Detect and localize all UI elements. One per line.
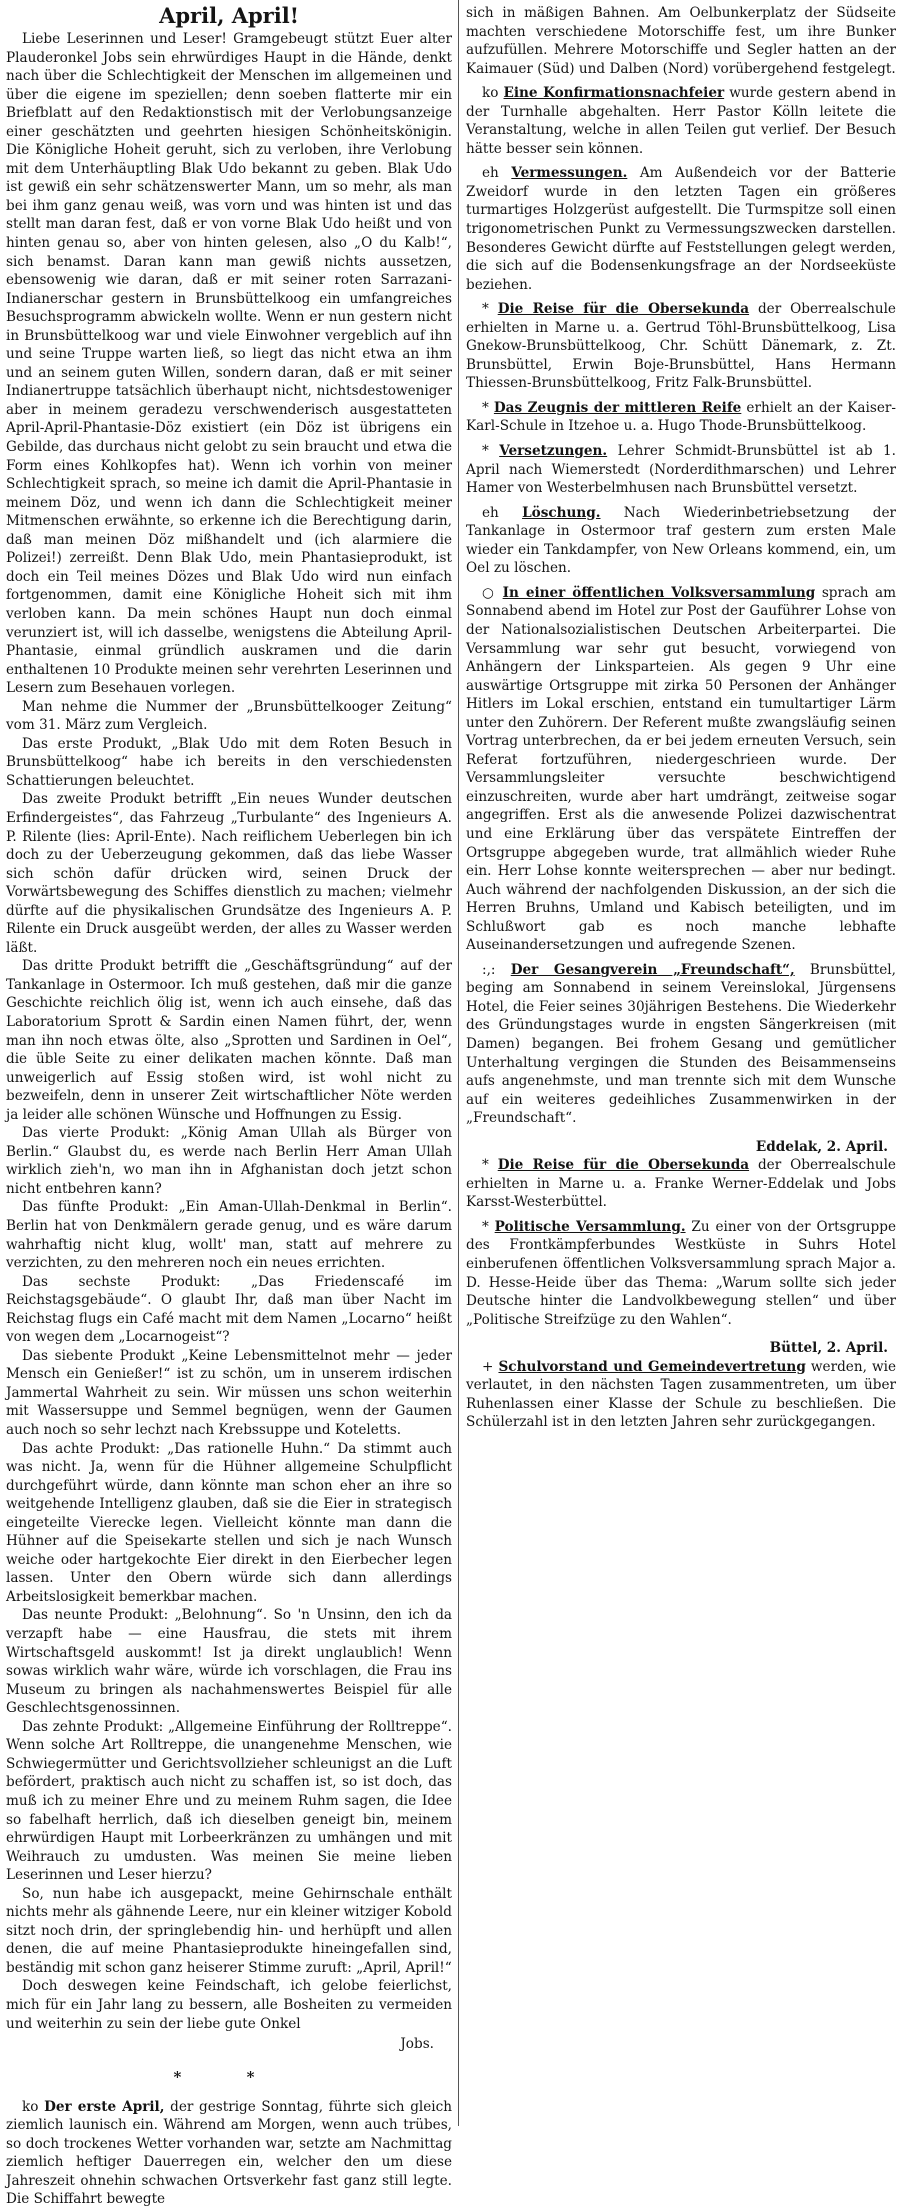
item-head: Die Reise für die Obersekunda [497,301,750,318]
news-item [466,300,896,393]
article-paragraph: Das achte Produkt: „Das rationelle Huhn.“ Da stimmt auch was nicht. Ja, wenn für die Hühner allgemeine Schulpflicht durchgeführt würde, dann könnte man schon eher an ihre so weitgehende Intelligenz glauben, daß sie die Eier in strategisch eingeteilte Vierecke legen. Vielleicht könnte man dann die Hühner auf die Speisekarte stellen und sich je nach Wunsch weiche oder hartgekochte Eier direkt in den Eierbecher legen lassen. Unter den Obern würde sich dann allerdings Arbeitslosigkeit bemerkbar machen. [6,1440,452,1605]
article-paragraph: Das sechste Produkt: „Das Friedenscafé im Reichstagsgebäude“. O glaubt Ihr, daß man über Nacht im Reichstag flugs ein Café macht mit dem Namen „Locarno“ heißt von wegen dem „Locarnogeist“? [6,1273,452,1346]
item-prefix: * [482,1218,489,1235]
item-prefix: + [482,1358,494,1375]
item-prefix: * [482,301,489,318]
item-text: Nach Wiederinbetriebsetzung der Tankanlage in Ostermoor traf gestern zum ersten Male wieder ein Tankdampfer, von New Orleans kommend, ein, um Oel zu löschen. [466,504,896,577]
continuation-text: sich in mäßigen Bahnen. Am Oelbunkerplatz der Südseite machten verschiedene Motorschiffe fest, um ihre Bunker aufzufüllen. Mehrere Motorschiffe und Segler hatten an der Kaimauer (Süd) und Dalben (Nord) vorübergehend festgelegt. [466,5,896,77]
item-prefix: * [482,399,489,416]
article-paragraph: Das vierte Produkt: „König Aman Ullah als Bürger von Berlin.“ Glaubst du, es werde nach Berlin Herr Aman Ullah wirklich zieh'n, wo man ihn in Afghanistan doch jetzt schon nicht entbehren kann? [6,1125,452,1197]
item-text: Zu einer von der Ortsgruppe des Frontkämpferbundes Westküste in Suhrs Hotel einberufenen öffentlichen Volksversammlung sprach Major a. D. Hesse-Heide über das Thema: „Warum sollte sich jeder Deutsche hinter die Landvolkbewegung stellen“ und über „Politische Streifzüge zu den Wahlen“. [466,1218,896,1328]
news-item [466,84,896,158]
article-signature: Jobs. [400,2036,434,2053]
article-paragraph: Das siebente Produkt „Keine Lebensmittelnot mehr — jeder Mensch ein Genießer!“ ist zu schön, um in unserem irdischen Jammertal Wahrheit zu sein. Wir müssen uns schon weiterhin mit Wassersuppe und Semmel begnügen, wenn der Gaumen auch noch so sehr lechzt nach Krebssuppe und Koteletts. [6,1347,452,1439]
column-divider [458,0,459,2126]
article-paragraph: Liebe Leserinnen und Leser! Gramgebeugt stützt Euer alter Plauderonkel Jobs sein ehrwürdiges Haupt in die Hände, denkt nach über die Schlechtigkeit der Menschen im allgemeinen und über die eigene im speziellen; denn soeben flatterte mir ein Briefblatt auf den Redaktionstisch mit der Verlobungsanzeige einer geschätzten und geehrten hiesigen Schönheitskönigin. Die Königliche Hoheit geruht, sich zu verloben, ihre Verlobung mit dem Unterhäuptling Blak Udo bekannt zu geben. Blak Udo ist gewiß ein sehr schätzenswerter Mann, um so mehr, als man bei ihm ganz genau weiß, was vorn und was hinten ist und das stellt man daran fest, daß er von vorne Blak Udo heißt und von hinten genau so, aber von hinten gelesen, also „O du Kalb!“, sich benamst. Daran kann man gewiß nichts aussetzen, ebensowenig wie daran, daß er mit seiner roten Sarrazani-Indianerschar gestern in Brunsbüttelkoog ein umfangreiches Besuchsprogramm abwickeln wollte. Wenn er nun gestern nicht in Brunsbüttelkoog war und viele Einwohner vergeblich auf ihn und seine Truppe warten ließ, so liegt das nicht etwa an ihm und an seinem guten Willen, sondern daran, daß er mit seiner Indianertruppe tatsächlich überhaupt nicht, nichtsdestoweniger aber in meinem geradezu verschwenderisch ausgestatteten April-April-Phantasie-Döz existiert (ein Döz ist übrigens ein Gebilde, das durchaus nicht gelobt zu sein braucht und etwa die Form eines Kohlkopfes hat). Wenn ich vorhin von meiner Schlechtigkeit sprach, so meine ich damit die April-Phantasie in meinem Döz, und wenn ich dann die Schlechtigkeit meiner Mitmenschen erwähnte, so erkenne ich die Berechtigung darin, daß man meinen Döz mißhandelt und (ich alarmiere die Polizei!) zerreißt. Denn Blak Udo, mein Phantasieprodukt, ist doch ein Teil meines Dözes und Blak Udo wird nun einfach fortgenommen, damit eine Königliche Hoheit sich mit ihm verloben kann. Da mein schönes Haupt nun doch einmal verunziert ist, will ich dasselbe, wenigstens die Abteilung April-Phantasie, einmal gründlich auskramen und die darin enthaltenen 10 Produkte meinen sehr verehrten Leserinnen und Lesern zum Besehauen vorlegen. [6,31,452,697]
item-head: Eine Konfirmationsnachfeier [503,85,725,102]
item-head: In einer öffentlichen Volksversammlung [502,584,816,601]
article-paragraph: Das fünfte Produkt: „Ein Aman-Ullah-Denkmal in Berlin“. Berlin hat von Denkmälern gerade genug, und es wäre darum wahrhaftig nicht klug, wollt' man, statt auf mehrere zu verzichten, zu den mehreren noch ein neues errichten. [6,1199,452,1272]
item-head: Der Gesangverein „Freundschaft“, [510,961,795,978]
news-item [466,442,896,498]
news-item [466,1156,896,1212]
article-paragraph: Das erste Produkt, „Blak Udo mit dem Roten Besuch in Brunsbüttelkoog“ habe ich bereits in den verschiedensten Schattierungen beleuchtet. [6,735,452,789]
item-prefix: * [482,443,489,460]
item-prefix: eh [482,504,499,521]
item-text: der Oberrealschule erhielten in Marne u. a. Franke Werner-Eddelak und Jobs Karsst-Westerbüttel. [466,1157,896,1211]
article-paragraph: Das zehnte Produkt: „Allgemeine Einführung der Rolltreppe“. Wenn solche Art Rolltreppe, die unangenehme Menschen, wie Schwiegermütter und Gerichtsvollzieher schleunigst an die Luft befördert, praktisch auch nicht zu schaffen ist, so ist doch, das muß ich zu meiner Ehre und zu meinem Ruhm sagen, die Idee so fabelhaft herrlich, daß ich dieselben geneigt bin, meinem ehrwürdigen Haupt mit Lorbeerkränzen zu umhängen und mit Weihrauch zu umdusten. Was meinen Sie meine lieben Leserinnen und Leser hierzu? [6,1718,452,1884]
item-head: Die Reise für die Obersekunda [497,1157,750,1174]
news-item [466,1358,896,1432]
item-prefix: ko [22,2098,39,2115]
right-column [466,4,896,1432]
article-paragraph: Man nehme die Nummer der „Brunsbüttelkooger Zeitung“ vom 31. März zum Vergleich. [6,698,452,734]
item-head: Schulvorstand und Gemeindevertretung [498,1358,806,1375]
item-prefix: * [482,1157,489,1174]
item-text: Brunsbüttel, beging am Sonnabend in seinem Vereinslokal, Jürgensens Hotel, die Feier seines 30jährigen Bestehens. Die Wiederkehr des Gründungstages wurde in engsten Sängerkreisen (mit Damen) begangen. Bei frohem Gesang und gemütlicher Unterhaltung vergingen die Stunden des Beisammenseins aufs angenehmste, und man trennte sich mit dem Wunsche auf ein weiteres gedeihliches Zusammenwirken in der „Freundschaft“. [466,961,896,1127]
item-text: werden, wie verlautet, in den nächsten Tagen zusammentreten, um über Ruhenlassen einer Klasse der Schule zu beschließen. Die Schülerzahl ist in den letzten Jahren sehr zurückgegangen. [466,1358,897,1431]
news-item [466,399,896,436]
item-text: erhielt an der Kaiser-Karl-Schule in Itzehoe u. a. Hugo Thode-Brunsbüttelkoog. [466,399,896,435]
item-prefix: ko [482,85,499,102]
item-text: der gestrige Sonntag, führte sich gleich ziemlich launisch ein. Während am Morgen, wenn auch trübes, so doch trockenes Wetter vorhanden war, setzte am Nachmittag ziemlich heftiger Dauerregen ein, welcher den um diese Jahreszeit ohnehin schwachen Ortsverkehr fast ganz still legte. Die Schiffahrt bewegte [6,2098,453,2208]
item-prefix: ○ [482,584,497,601]
item-head: Das Zeugnis der mittleren Reife [493,399,742,416]
article-paragraph: Doch deswegen keine Feindschaft, ich gelobe feierlichst, mich für ein Jahr lang zu bessern, alle Bosheiten zu vermeiden und weiterhin zu sein der liebe gute Onkel [6,1978,452,2032]
item-head: Versetzungen. [499,443,608,460]
article-paragraph: Das zweite Produkt betrifft „Ein neues Wunder deutschen Erfindergeistes“, das Fahrzeug „Turbulante“ des Ingenieurs A. P. Rilente (lies: April-Ente). Nach reiflichem Ueberlegen bin ich doch zu der Ueberzeugung gekommen, daß das liebe Wasser sich schön dafür drücken wird, seinen Druck der Vorwärtsbewegung des Schiffes dienstlich zu machen; vielmehr dürfte auf die physikalischen Grundsätze des Ingenieurs A. P. Rilente ein Druck ausgeübt werden, der alles zu Wasser werden läßt. [6,791,452,956]
article-paragraph: Das neunte Produkt: „Belohnung“. So 'n Unsinn, den ich da verzapft habe — eine Hausfrau, die stets mit ihrem Wirtschaftsgeld auskommt! Ist ja direkt unglaublich! Wenn sowas wirklich wahr wäre, würde ich vorschlagen, die Frau ins Museum zu bringen als nachahmenswertes Beispiel für alle Geschlechtsgenossinnen. [6,1607,452,1717]
item-head: Vermessungen. [511,165,628,182]
section-separator: * * [173,2067,285,2086]
article-paragraph: Das dritte Produkt betrifft die „Geschäftsgründung“ auf der Tankanlage in Ostermoor. Ich muß gestehen, daß mir die ganze Geschichte reichlich ölig ist, wenn ich auch einsehe, daß das Laboratorium Sprott & Sardin einen Namen führt, der, wenn man ihn noch etwas ölte, also „Sprotten und Sardinen in Oel“, die üble Seite zu einer delikaten machen könnte. Daß man unweigerlich auf Essig stoßen wird, ist wohl nicht zu bezweifeln, denn in unserer Zeit wirtschaftlicher Nöte werden ja leider alle schönen Wünsche und Hoffnungen zu Essig. [6,958,452,1123]
news-item [466,164,896,294]
news-item [466,961,896,1128]
left-column [6,4,452,2209]
item-text: Lehrer Schmidt-Brunsbüttel ist ab 1. April nach Wiemerstedt (Norderdithmarschen) und Lehrer Hamer von Westerbelmhusen nach Brunsbüttel versetzt. [466,443,897,497]
item-text: Am Außendeich vor der Batterie Zweidorf wurde in den letzten Tagen ein größeres turmartiges Holzgerüst aufgestellt. Die Turmspitze soll einen trigonometrischen Punkt zu Vermessungszwecken darstellen. Besonderes Gewicht dürfte auf Feststellungen gelegt werden, die sich auf die Bodensenkungsfrage an der Nordseeküste beziehen. [466,165,897,293]
item-prefix: eh [482,165,499,182]
item-text: wurde gestern abend in der Turnhalle abgehalten. Herr Pastor Kölln leitete die Veranstaltung, welche in allen Teilen gut verlief. Der Besuch hätte besser sein können. [466,85,897,157]
item-head: Politische Versammlung. [494,1218,686,1235]
news-item [466,504,896,578]
item-head: Der erste April, [44,2098,165,2115]
news-item [466,1218,896,1329]
article-paragraph: So, nun habe ich ausgepackt, meine Gehirnschale enthält nichts mehr als gähnende Leere, nur ein kleiner witziger Kobold sitzt noch drin, der springlebendig hin- und herhüpft und allen denen, die auf meine Phantasieprodukte hineingefallen sind, beständig mit schon ganz heiserer Stimme zuruft: „April, April!“ [6,1885,452,1976]
news-item-sunday [6,2098,452,2209]
dateline-buettel: Büttel, 2. April. [769,1340,888,1357]
news-item [466,584,896,955]
item-head: Löschung. [522,504,601,521]
item-text: sprach am Sonnabend abend im Hotel zur Post der Gauführer Lohse von der Nationalsozialistischen Deutschen Arbeiterpartei. Die Versammlung war sehr gut besucht, vorwiegend von Anhängern der Linksparteien. Als gegen 9 Uhr eine auswärtige Ortsgruppe mit zirka 50 Personen der Anhänger Hitlers im Lokal erschien, entstand ein tumultartiger Lärm unter den Zuhörern. Der Referent mußte zwangsläufig seinen Vortrag unterbrechen, da er bei jedem erneuten Versuch, sein Referat fortzuführen, niedergeschrieen wurde. Der Versammlungsleiter versuchte beschwichtigend einzuschreiten, wurde aber hart umdrängt, zeitweise sogar angegriffen. Erst als die anwesende Polizei dazwischentrat und eine Erklärung über das verspätete Eintreffen der Ortsgruppe abgegeben wurde, trat allmählich wieder Ruhe ein. Herr Lohse konnte weitersprechen — aber nur bedingt. Auch während der nachfolgenden Diskussion, an der sich die Herren Bruhns, Umland und Kabisch beteiligten, und im Schlußwort gab es noch manche lebhafte Auseinandersetzungen und aufregende Szenen. [466,584,896,954]
dateline-eddelak: Eddelak, 2. April. [755,1138,888,1155]
item-prefix: :,: [482,961,496,978]
article-headline: April, April! [159,3,299,28]
item-text: der Oberrealschule erhielten in Marne u. a. Gertrud Töhl-Brunsbüttelkoog, Lisa Gnekow-Brunsbüttelkoog, Chr. Schütt Dänemark, z. Zt. Brunsbüttel, Erwin Boje-Brunsbüttel, Hans Hermann Thiessen-Brunsbüttelkoog, Fritz Falk-Brunsbüttel. [466,301,896,392]
